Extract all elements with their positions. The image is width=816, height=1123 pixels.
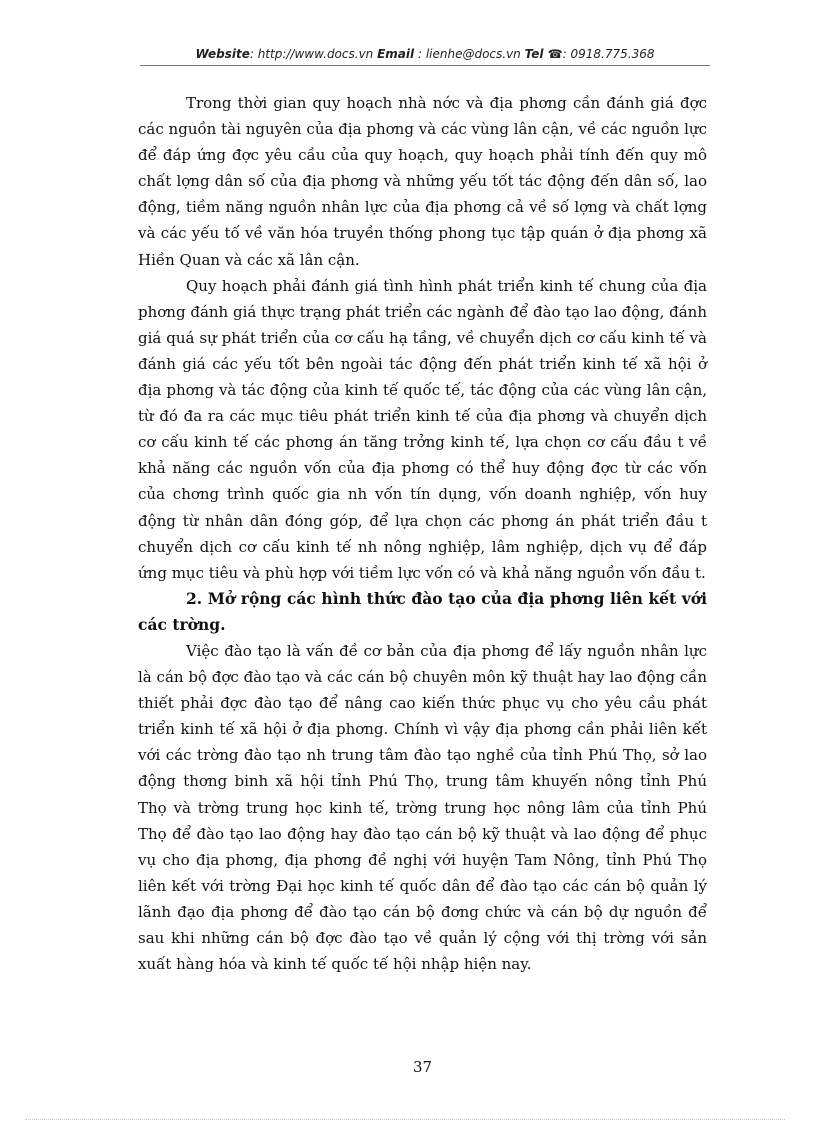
phone-number: 0918.775.368 <box>570 47 655 61</box>
body-paragraph: Quy hoạch phải đánh giá tình hình phát triển kinh tế chung của địa phơng đánh giá thực trạng phát triển các ngành để đào tạo lao động, đánh giá quá sự phát triển của cơ cấu hạ tầng, về chuyển dịch cơ cấu kinh tế và đánh giá các yếu tốt bên ngoài tác động đến phát triển kinh tế xã hội ở địa phơng và tác động của kinh tế quốc tế, tác động của các vùng lân cận, từ đó đa ra các mục tiêu phát triển kinh tế của địa phơng và chuyển dịch cơ cấu kinh tế các phơng án tăng trởng kinh tế, lựa chọn cơ cấu đầu t về khả năng các nguồn vốn của địa phơng có thể huy động đợc từ các vốn của chơng trình quốc gia nh vốn tín dụng, vốn doanh nghiệp, vốn huy động từ nhân dân đóng góp, để lựa chọn các phơng án phát triển đầu t chuyển dịch cơ cấu kinh tế nh nông nghiệp, lâm nghiệp, dịch vụ để đáp ứng mục tiêu và phù hợp với tiềm lực vốn có và khả năng nguồn vốn đầu t. <box>138 276 707 582</box>
body-paragraph: Trong thời gian quy hoạch nhà nớc và địa phơng cần đánh giá đợc các nguồn tài nguyên của địa phơng và các vùng lân cận, về các nguồn lực để đáp ứng đợc yêu cầu của quy hoạch, quy hoạch phải tính đến quy mô chất lợng dân số của địa phơng và những yếu tốt tác động đến dân số, lao động, tiềm năng nguồn nhân lực của địa phơng cả về số lợng và chất lợng và các yếu tố về văn hóa truyền thống phong tục tập quán ở địa phơng xã Hiền Quan và các xã lân cận. <box>138 94 707 269</box>
document-body <box>138 90 707 977</box>
email-label: Email <box>377 47 415 61</box>
website-url[interactable]: http://www.docs.vn <box>257 47 374 61</box>
header-divider <box>140 65 710 66</box>
website-label: Website <box>195 47 250 61</box>
page-bottom-border <box>25 1119 785 1120</box>
email-address[interactable]: lienhe@docs.vn <box>425 47 521 61</box>
page-number: 37 <box>412 1058 433 1076</box>
section-heading: 2. Mở rộng các hình thức đào tạo của địa phơng liên kết với các trờng. <box>138 588 707 634</box>
page-header: Website: http://www.docs.vn Email : lienhe@docs.vn Tel ☎: 0918.775.368 <box>195 47 655 61</box>
section-paragraph: Việc đào tạo là vấn đề cơ bản của địa phơng để lấy nguồn nhân lực là cán bộ đợc đào tạo và các cán bộ chuyên môn kỹ thuật hay lao động cần thiết phải đợc đào tạo để nâng cao kiến thức phục vụ cho yêu cầu phát triển kinh tế xã hội ở địa phơng. Chính vì vậy địa phơng cần phải liên kết với các trờng đào tạo nh trung tâm đào tạo nghề của tỉnh Phú Thọ, sở lao động thơng binh xã hội tỉnh Phú Thọ, trung tâm khuyến nông tỉnh Phú Thọ và trờng trung học kinh tế, trờng trung học nông lâm của tỉnh Phú Thọ để đào tạo lao động hay đào tạo cán bộ kỹ thuật và lao động để phục vụ cho địa phơng, địa phơng đề nghị với huyện Tam Nông, tỉnh Phú Thọ liên kết với trờng Đại học kinh tế quốc dân để đào tạo các cán bộ quản lý lãnh đạo địa phơng để đào tạo cán bộ đơng chức và cán bộ dự nguồn để sau khi những cán bộ đợc đào tạo về quản lý cộng với thị trờng với sản xuất hàng hóa và kinh tế quốc tế hội nhập hiện nay. <box>138 641 707 974</box>
tel-label: Tel ☎ <box>524 47 563 61</box>
